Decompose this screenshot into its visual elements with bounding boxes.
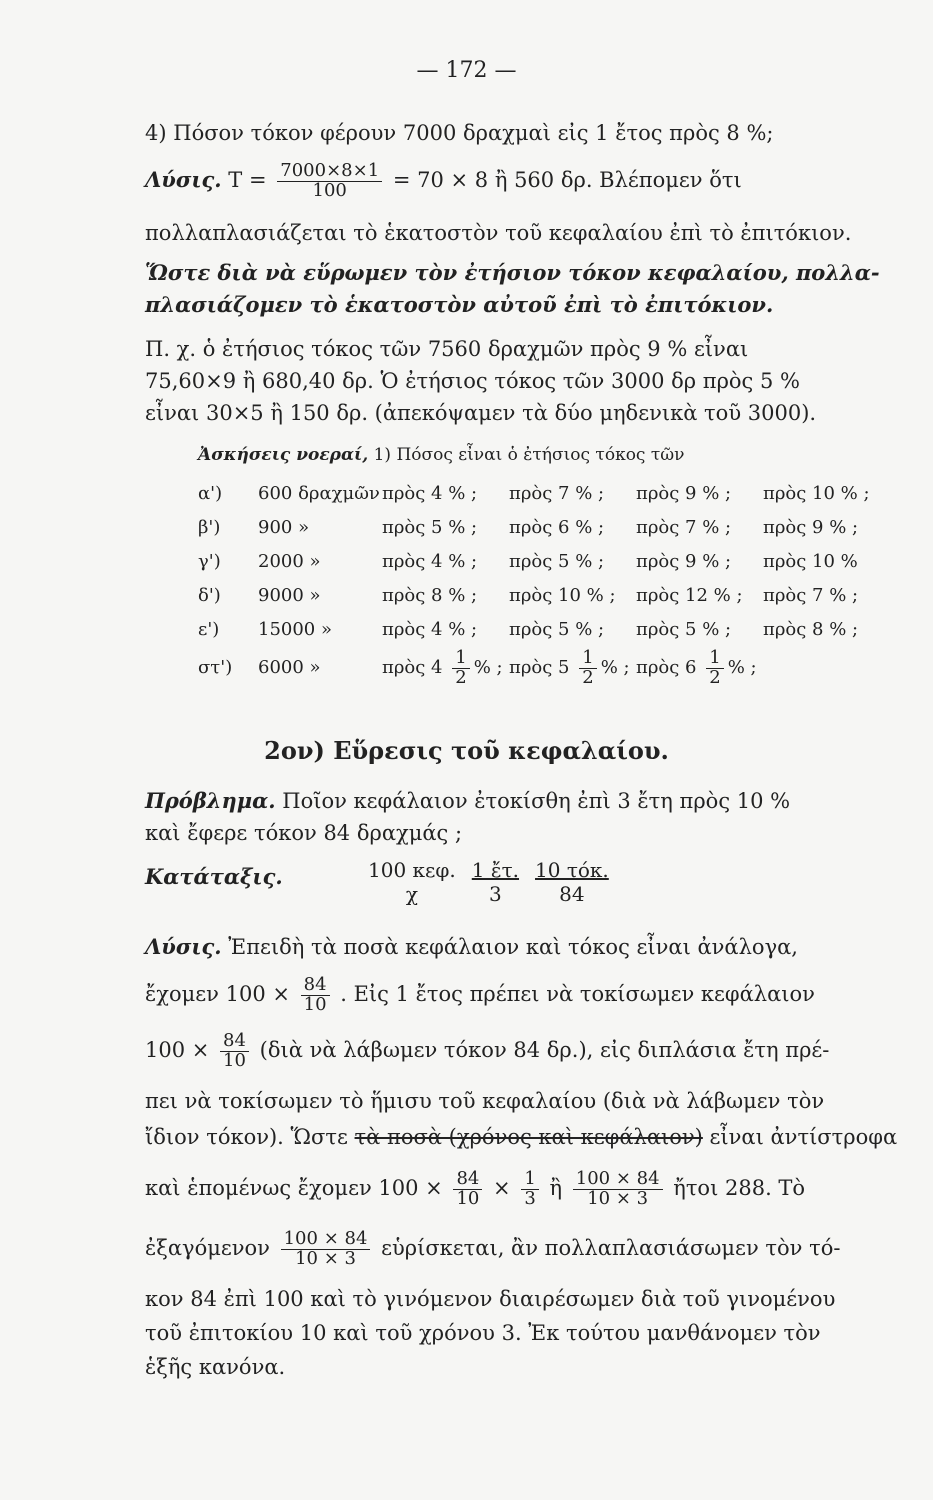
solution-rest: = 70 × 8 ἢ 560 δρ. Βλέπομεν ὅτι [392,167,742,192]
solution-text: (διὰ νὰ λάβωμεν τόκον 84 δρ.), εἰς διπλάσια ἔτη πρέ- [259,1038,830,1062]
exercise-row [198,478,933,510]
solution-text: εὑρίσκεται, ἂν πολλαπλασιάσωμεν τὸν τό- [381,1236,841,1260]
half-fraction [452,646,469,688]
exercise-label: γ') [198,551,221,572]
exercise-row [198,546,933,578]
text-line: εἶναι 30×5 ἢ 150 δρ. (ἀπεκόψαμεν τὰ δύο μηδενικὰ τοῦ 3000). [145,401,817,425]
solution-2-line-9: τοῦ ἐπιτοκίου 10 καὶ τοῦ χρόνου 3. Ἐκ τούτου μανθάνομεν τὸν [145,1321,821,1345]
fraction [453,1170,482,1209]
fraction-numerator: 84 [453,1170,482,1190]
fraction-denominator: 10 [303,994,327,1015]
fraction [573,1170,663,1209]
exercise-item: πρὸς 8 % ; [382,585,478,606]
half-fraction [706,646,723,688]
exercise-item: πρὸς 6 % ; [509,517,605,538]
exercise-amount: 600 δραχμῶν [258,483,380,504]
problem-text: Ποῖον κεφάλαιον ἐτοκίσθη ἐπὶ 3 ἔτη πρὸς 10 % [282,789,791,813]
solution-text: ἴδιον τόκον). Ὥστε [145,1125,348,1149]
exercise-item: πρὸς 10 % ; [763,483,870,504]
exercises-label: Ἀσκήσεις νοεραί, [198,445,369,465]
percent-sign: % ; [473,657,503,678]
exercise-label: β') [198,517,221,538]
fraction [281,1230,371,1269]
arrangement-table [360,858,617,906]
solution-text: ἐξαγόμενον [145,1236,270,1260]
exercise-item: πρὸς 10 % ; [509,585,616,606]
exercise-amount: 2000 » [258,551,321,572]
solution-label: Λύσις. [145,934,222,959]
arrangement-cell: 3 [489,882,502,906]
or-word: ἢ [549,1176,563,1200]
question-4 [145,118,920,148]
arrangement-cell: 1 ἔτ. [471,858,520,882]
solution-text: Ἐπειδὴ τὰ ποσὰ κεφάλαιον καὶ τόκος εἶναι ἀνάλογα, [228,935,798,959]
problem-line-2: καὶ ἔφερε τόκον 84 δραχμάς ; [145,821,463,845]
exercise-label: ε') [198,619,220,640]
solution-2-line-3 [145,1026,920,1074]
exercise-row [198,614,933,646]
text-line: Π. χ. ὁ ἐτήσιος τόκος τῶν 7560 δραχμῶν πρὸς 9 % εἶναι [145,337,749,361]
solution-2-line-7 [145,1222,920,1274]
fraction-numerator: 84 [301,976,330,996]
times-sign: × [493,1176,511,1200]
fraction-numerator: 84 [220,1032,249,1052]
solution-2-line-4: πει νὰ τοκίσωμεν τὸ ἥμισυ τοῦ κεφαλαίου (διὰ νὰ λάβωμεν τὸν [145,1089,825,1113]
arrangement-cell: χ [405,882,418,906]
exercise-item: πρὸς 5 % ; [509,551,605,572]
fraction-denominator: 10 × 3 [587,1188,649,1209]
exercise-item: πρὸς 5 [509,657,570,678]
solution-2-line-8: κον 84 ἐπὶ 100 καὶ τὸ γινόμενον διαιρέσωμεν διὰ τοῦ γινομένου [145,1287,836,1311]
fraction-numerator: 1 [452,649,469,669]
exercise-label: δ') [198,585,221,606]
half-fraction [579,646,596,688]
exercise-label: α') [198,483,223,504]
solution-2-line-10: ἑξῆς κανόνα. [145,1355,286,1379]
fraction-denominator: 10 [456,1188,480,1209]
exercise-row [198,580,933,612]
page-number: — 172 — [416,58,517,83]
solution-text: . Εἰς 1 ἔτος πρέπει νὰ τοκίσωμεν κεφάλαιον [340,982,815,1006]
struck-text: τὰ ποσὰ (χρόνος καὶ κεφάλαιον) [354,1125,703,1149]
arrangement-cell: 10 τόκ. [535,858,609,882]
exercise-item: πρὸς 7 % ; [636,517,732,538]
question-text: Πόσον τόκον φέρουν 7000 δραχμαὶ εἰς 1 ἔτος πρὸς 8 %; [173,121,774,145]
solution-text: ἔχομεν 100 × [145,982,290,1006]
fraction-numerator: 100 × 84 [573,1170,663,1190]
fraction [220,1032,249,1071]
solution-2-line-5 [145,1122,920,1152]
fraction-denominator: 2 [582,666,594,688]
exercise-row [198,512,933,544]
exercise-item: πρὸς 7 % ; [763,585,859,606]
rule-line: πλασιάζομεν τὸ ἑκατοστὸν αὐτοῦ ἐπὶ τὸ ἐπιτόκιον. [145,292,774,317]
problem-line-1 [145,786,920,816]
solution-label: Λύσις. [145,166,222,192]
text-line: πολλαπλασιάζεται τὸ ἑκατοστὸν τοῦ κεφαλαίου ἐπὶ τὸ ἐπιτόκιον. [145,221,852,245]
exercise-item: πρὸς 7 % ; [509,483,605,504]
exercise-item: πρὸς 12 % ; [636,585,743,606]
exercises-intro: 1) Πόσος εἶναι ὁ ἐτήσιος τόκος τῶν [373,445,685,465]
exercise-item: πρὸς 4 % ; [382,483,478,504]
exercise-label: στ') [198,657,233,678]
section-title: 2ον) Εὕρεσις τοῦ κεφαλαίου. [264,736,669,765]
fraction-numerator: 1 [521,1170,538,1190]
percent-sign: % ; [600,657,630,678]
arrangement-label: Κατάταξις. [145,864,283,889]
fraction-numerator: 100 × 84 [281,1230,371,1250]
fraction-numerator: 1 [579,649,596,669]
exercise-item: πρὸς 5 % ; [636,619,732,640]
solution-lhs: T = [228,167,267,192]
exercise-item: πρὸς 10 % [763,551,858,572]
fraction-denominator: 2 [709,666,721,688]
rule-line: Ὥστε διὰ νὰ εὕρωμεν τὸν ἐτήσιον τόκον κεφαλαίου, πολλα- [145,260,880,285]
solution-text: 100 × [145,1038,210,1062]
exercise-amount: 15000 » [258,619,332,640]
exercise-item: πρὸς 5 % ; [509,619,605,640]
exercise-item: πρὸς 6 [636,657,697,678]
solution-1 [145,162,920,201]
fraction-denominator: 10 × 3 [295,1248,356,1269]
text-line: 75,60×9 ἢ 680,40 δρ. Ὁ ἐτήσιος τόκος τῶν 3000 δρ πρὸς 5 % [145,369,800,393]
exercise-amount: 900 » [258,517,310,538]
fraction [301,976,330,1015]
exercise-row-fractions [198,646,933,690]
percent-sign: % ; [727,657,757,678]
exercise-item: πρὸς 9 % ; [636,483,732,504]
interest-fraction [277,162,382,201]
exercise-amount: 9000 » [258,585,321,606]
arrangement-cell: 100 κεφ. [368,858,456,882]
solution-text: εἶναι ἀντίστροφα [709,1125,898,1149]
exercise-item: πρὸς 9 % ; [636,551,732,572]
fraction-denominator: 3 [524,1188,536,1209]
arrangement-cell: 84 [559,882,585,906]
solution-text: ἤτοι 288. Τὸ [673,1176,806,1200]
exercise-item: πρὸς 5 % ; [382,517,478,538]
fraction-denominator: 100 [312,179,347,201]
exercise-item: πρὸς 4 [382,657,443,678]
fraction-denominator: 10 [223,1050,246,1071]
exercises-heading [198,440,933,470]
solution-2-line-1 [145,932,920,962]
exercise-item: πρὸς 8 % ; [763,619,859,640]
fraction-numerator: 1 [706,649,723,669]
exercise-item: πρὸς 4 % ; [382,551,478,572]
solution-text: καὶ ἑπομένως ἔχομεν 100 × [145,1176,443,1200]
exercise-item: πρὸς 9 % ; [763,517,859,538]
problem-label: Πρόβλημα. [145,788,276,813]
solution-2-line-2 [145,970,920,1018]
fraction-denominator: 2 [455,666,467,688]
exercise-amount: 6000 » [258,657,321,678]
question-number: 4) [145,121,167,145]
fraction-numerator: 7000×8×1 [277,162,382,182]
solution-2-line-6 [145,1162,920,1214]
fraction [521,1170,538,1209]
exercise-item: πρὸς 4 % ; [382,619,478,640]
